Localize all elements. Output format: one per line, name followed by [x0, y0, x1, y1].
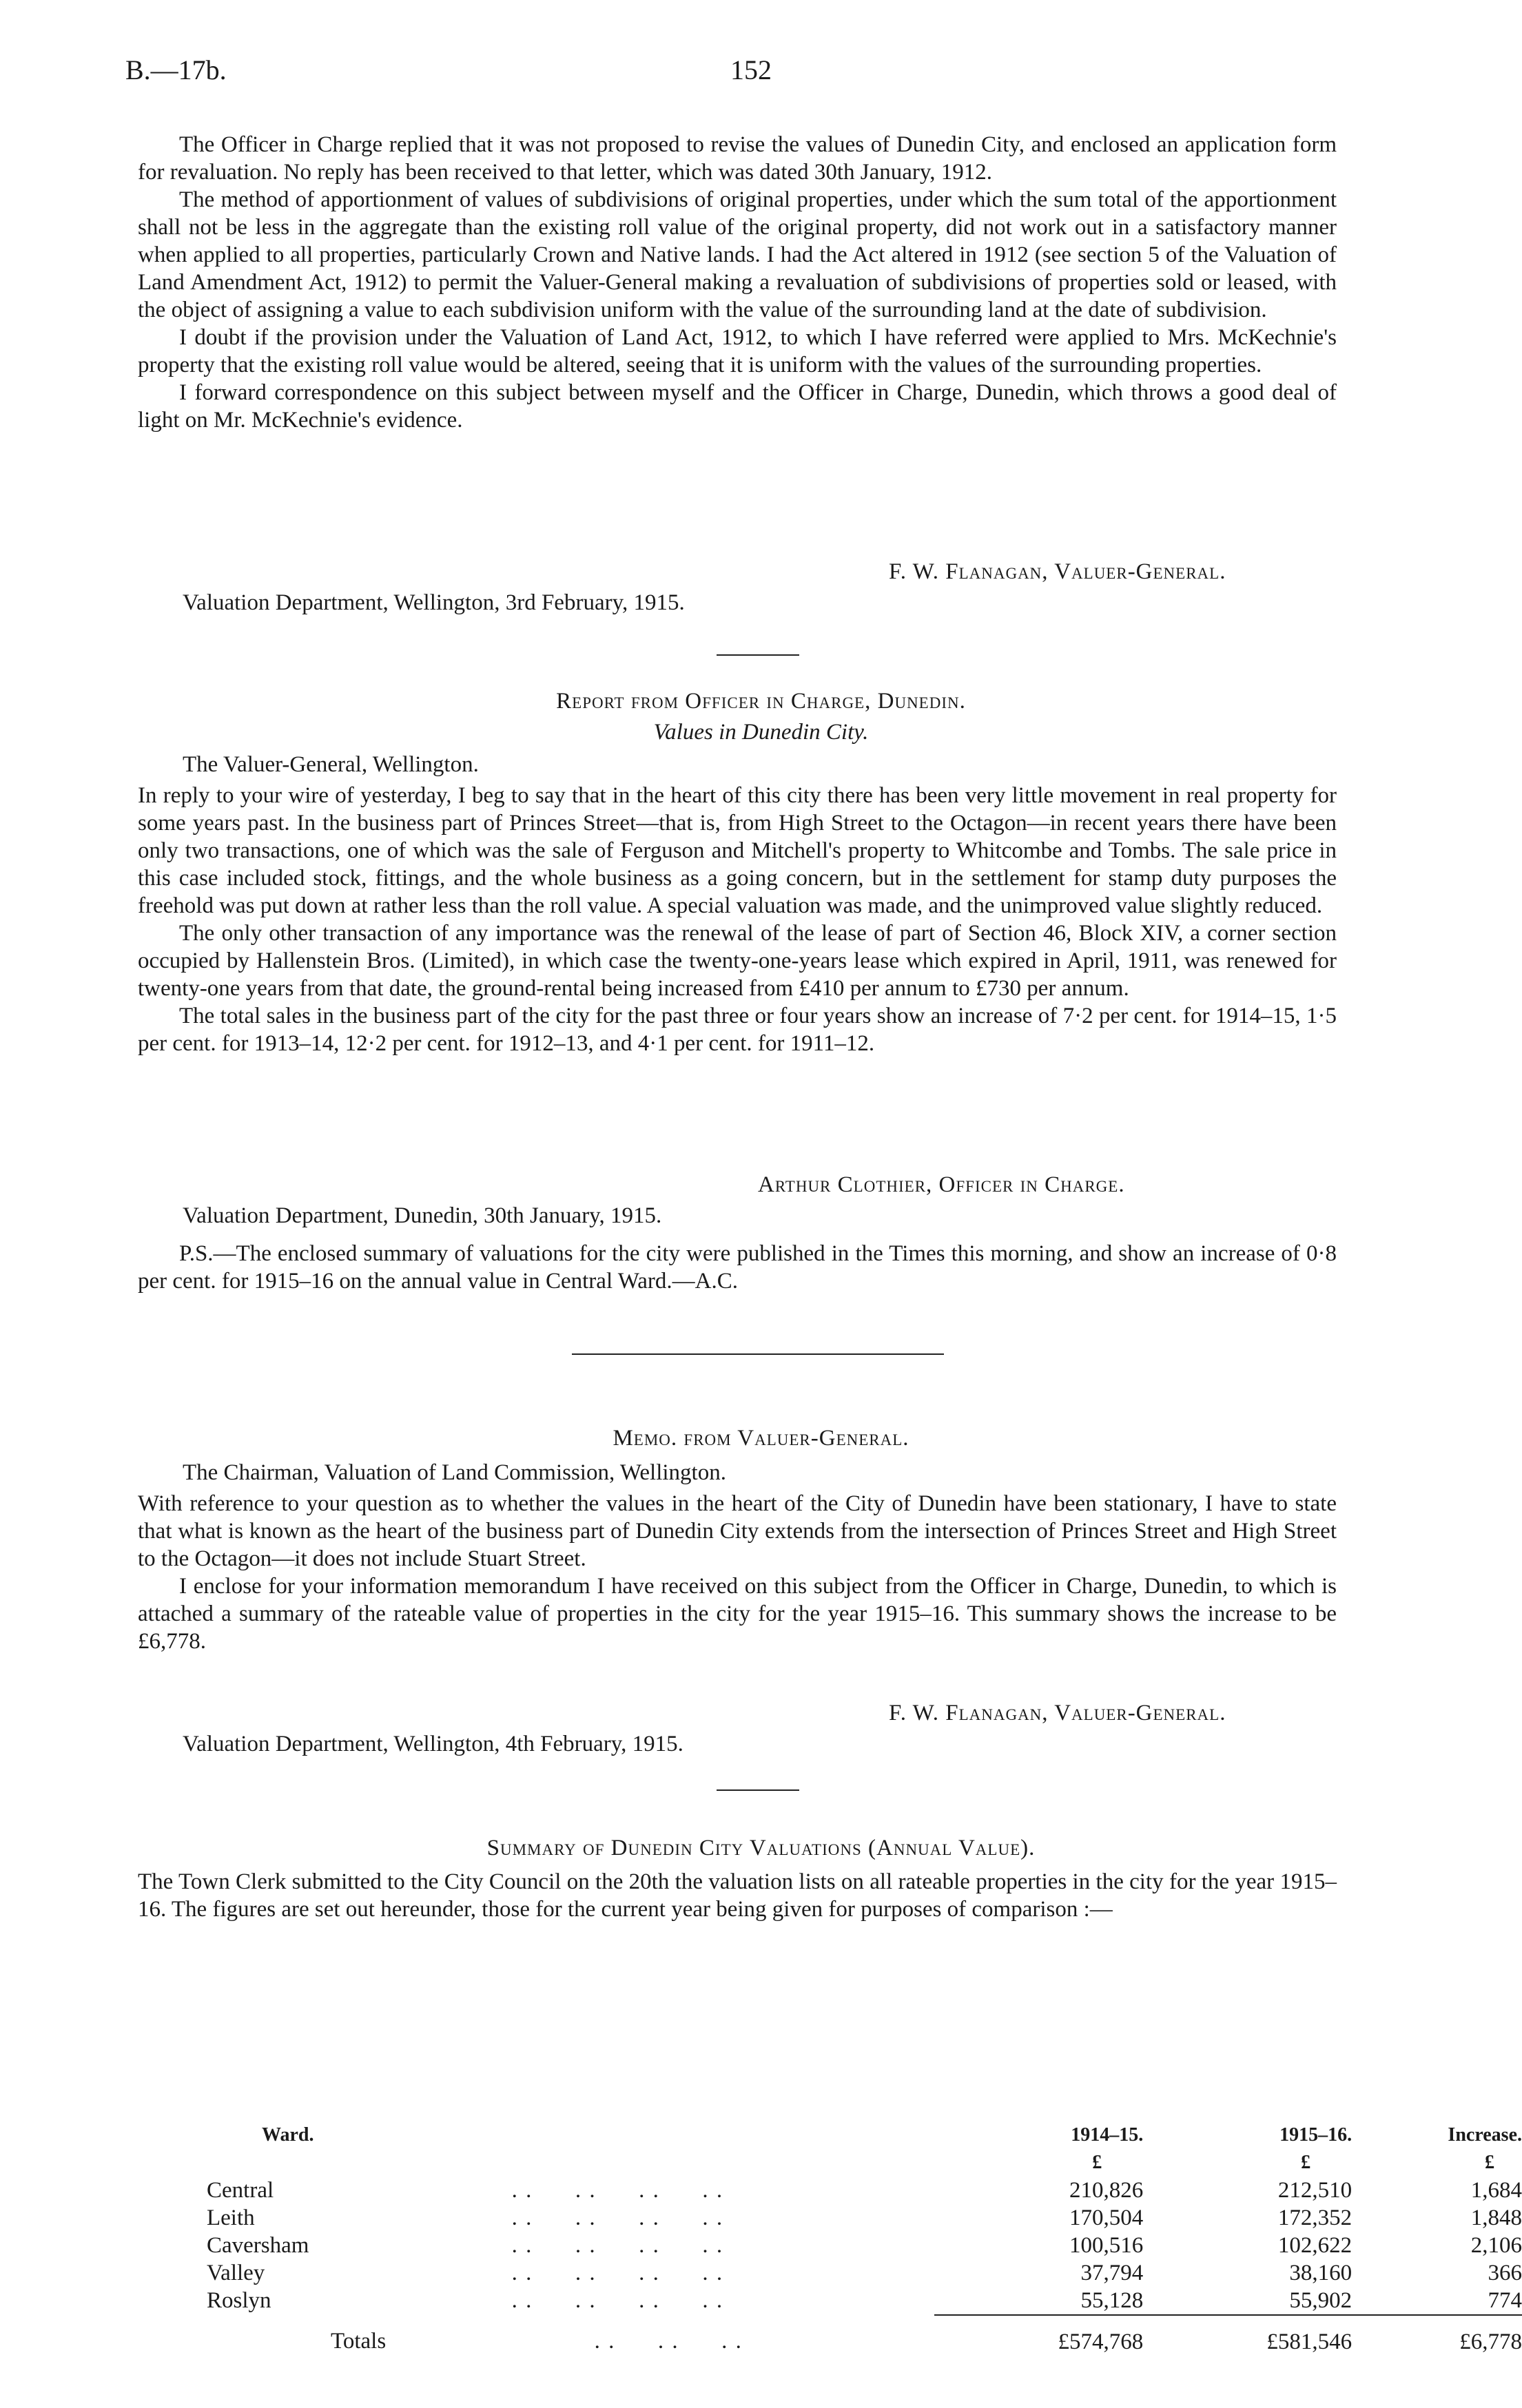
paragraph: The Town Clerk submitted to the City Council on the 20th the valuation lists on all rateable properties in the city for the year 1915–16. The figures are set out hereunder, those for the current year being given for purposes of comparison :— [138, 1869, 1337, 1922]
total-increase: £6,778 [1459, 2329, 1522, 2354]
section3-addressee: The Chairman, Valuation of Land Commission, Wellington. [183, 1460, 726, 1485]
column-header-ward: Ward. [262, 2124, 314, 2146]
value-1915: 212,510 [1277, 2177, 1353, 2203]
divider [717, 654, 799, 656]
ward-name: Leith [207, 2205, 255, 2230]
divider [717, 1789, 799, 1791]
paragraph: I enclose for your information memorandum I have received on this subject from the Officer in Charge, Dunedin, to which is attached a summary of the rateable value of properties in the city for the year 1915–16. This summary shows the increase to be £6,778. [138, 1574, 1337, 1654]
paragraph: I forward correspondence on this subject between myself and the Officer in Charge, Dunedin, which throws a good deal of light on Mr. McKechnie's evidence. [138, 380, 1337, 433]
paragraph: The only other transaction of any importance was the renewal of the lease of part of Section 46, Block XIV, a corner section occupied by Hallenstein Bros. (Limited), in which case the twenty-one-years lease which expired in April, 1911, was renewed for twenty-one years from that date, the ground-rental being increased from £410 per annum to £730 per annum. [138, 921, 1337, 1001]
column-header-1914: 1914–15. [1071, 2124, 1144, 2146]
ward-name: Valley [207, 2260, 265, 2285]
section3-title: Memo. from Valuer-General. [613, 1426, 909, 1451]
table-totals-row [207, 2315, 1522, 2356]
value-1915: 55,902 [1143, 2287, 1352, 2315]
page-number: 152 [730, 54, 772, 85]
paragraph: With reference to your question as to whether the values in the heart of the City of Dunedin have been stationary, I have to state that what is known as the heart of the business part of Dunedin City extends from the intersection of Princes Street and High Street to the Octagon—it does not include Stuart Street. [138, 1491, 1337, 1571]
leader-dots: . . . . . . . . [511, 2205, 724, 2230]
section4-intro [138, 1868, 1337, 1923]
value-increase: 774 [1352, 2287, 1522, 2315]
value-1914: 37,794 [1080, 2260, 1144, 2285]
leader-dots: . . . . . . . . [511, 2177, 724, 2203]
section3-body [138, 1490, 1337, 1655]
section2-signature: Arthur Clothier, Officer in Charge. [758, 1172, 1125, 1197]
table-units-row [207, 2149, 1522, 2177]
table-row [207, 2177, 1522, 2204]
column-header-1915: 1915–16. [1279, 2124, 1353, 2146]
paragraph: The Officer in Charge replied that it was not proposed to revise the values of Dunedin City, and enclosed an application form for revaluation. No reply has been received to that letter, which was dated 30th January, 1912. [138, 132, 1337, 185]
totals-label: Totals [331, 2329, 387, 2354]
section2-ps [138, 1240, 1337, 1295]
section2-title: Report from Officer in Charge, Dunedin. [556, 689, 966, 714]
section2-addressee: The Valuer-General, Wellington. [183, 752, 479, 777]
divider [572, 1353, 944, 1355]
section2-subtitle: Values in Dunedin City. [653, 720, 869, 745]
table-row [207, 2204, 1522, 2232]
value-1914: 100,516 [1069, 2232, 1144, 2258]
table-row [207, 2287, 1522, 2315]
paragraph: The total sales in the business part of the city for the past three or four years show an increase of 7·2 per cent. for 1914–15, 1·5 per cent. for 1913–14, 12·2 per cent. for 1912–13, and 4·1 per cent. for 1911–12. [138, 1004, 1337, 1056]
paragraph: The method of apportionment of values of subdivisions of original properties, under which the sum total of the apportionment shall not be less in the aggregate than the existing roll value of the original property, did not work out in a satisfactory manner when applied to all properties, particularly Crown and Native lands. I had the Act altered in 1912 (see section 5 of the Valuation of Land Amendment Act, 1912) to permit the Valuer-General making a revaluation of subdivisions of properties sold or leased, with the object of assigning a value to each subdivision uniform with the value of the surrounding land at the date of subdivision. [138, 187, 1337, 322]
paragraph: In reply to your wire of yesterday, I beg to say that in the heart of this city there has been very little movement in real property for some years past. In the business part of Princes Street—that is, from High Street to the Octagon—in recent years there have been only two transactions, one of which was the sale of Ferguson and Mitchell's property to Whitcombe and Tombs. The sale price in this case included stock, fittings, and the whole business as a going concern, but in the settlement for stamp duty purposes the freehold was put down at rather less than the roll value. A special valuation was made, and the unimproved value slightly reduced. [138, 783, 1337, 918]
ward-name: Caversham [207, 2232, 309, 2258]
unit-increase: £ [1485, 2152, 1494, 2173]
unit-1915: £ [1301, 2152, 1311, 2173]
unit-spacer [512, 2149, 935, 2177]
value-increase: 1,684 [1470, 2177, 1522, 2203]
paragraph: I doubt if the provision under the Valuation of Land Act, 1912, to which I have referred were applied to Mrs. McKechnie's property that the existing roll value would be altered, seeing that it is uniform with the values of the surrounding properties. [138, 325, 1337, 377]
unit-ward [207, 2149, 512, 2177]
unit-1914: £ [1092, 2152, 1102, 2173]
section4-title: Summary of Dunedin City Valuations (Annual Value). [486, 1836, 1036, 1860]
leader-dots: . . . . . . . . [511, 2260, 724, 2285]
section1-body [138, 131, 1337, 434]
value-1914: 55,128 [934, 2287, 1143, 2315]
value-increase: 1,848 [1470, 2205, 1522, 2230]
total-1915: £581,546 [1266, 2329, 1353, 2354]
leader-dots: . . . . . . . . [511, 2232, 724, 2258]
value-increase: 2,106 [1470, 2232, 1522, 2258]
section2-body [138, 782, 1337, 1057]
table-row [207, 2259, 1522, 2287]
value-1915: 38,160 [1289, 2260, 1353, 2285]
ward-name: Roslyn [207, 2288, 271, 2313]
value-1915: 172,352 [1277, 2205, 1353, 2230]
section3-signature: F. W. Flanagan, Valuer-General. [889, 1701, 1226, 1725]
section1-dateline: Valuation Department, Wellington, 3rd February, 1915. [183, 590, 685, 615]
column-header-spacer [512, 2121, 935, 2149]
value-1914: 210,826 [1069, 2177, 1144, 2203]
value-increase: 366 [1488, 2260, 1522, 2285]
section2-dateline: Valuation Department, Dunedin, 30th January, 1915. [183, 1203, 662, 1228]
leader-dots: . . . . . . . . [511, 2288, 724, 2313]
document-reference: B.—17b. [125, 54, 227, 85]
table-row [207, 2232, 1522, 2259]
value-1914: 170,504 [1069, 2205, 1144, 2230]
section3-dateline: Valuation Department, Wellington, 4th February, 1915. [183, 1732, 683, 1756]
ward-name: Central [207, 2177, 274, 2203]
table-header-row [207, 2121, 1522, 2149]
value-1915: 102,622 [1277, 2232, 1353, 2258]
section1-signature: F. W. Flanagan, Valuer-General. [889, 559, 1226, 584]
postscript: P.S.—The enclosed summary of valuations for the city were published in the Times this morning, and show an increase of 0·8 per cent. for 1915–16 on the annual value in Central Ward.—A.C. [138, 1241, 1337, 1294]
leader-dots: . . . . . . [594, 2329, 743, 2354]
valuation-table [207, 2121, 1522, 2356]
column-header-increase: Increase. [1448, 2124, 1522, 2146]
total-1914: £574,768 [1058, 2329, 1144, 2354]
